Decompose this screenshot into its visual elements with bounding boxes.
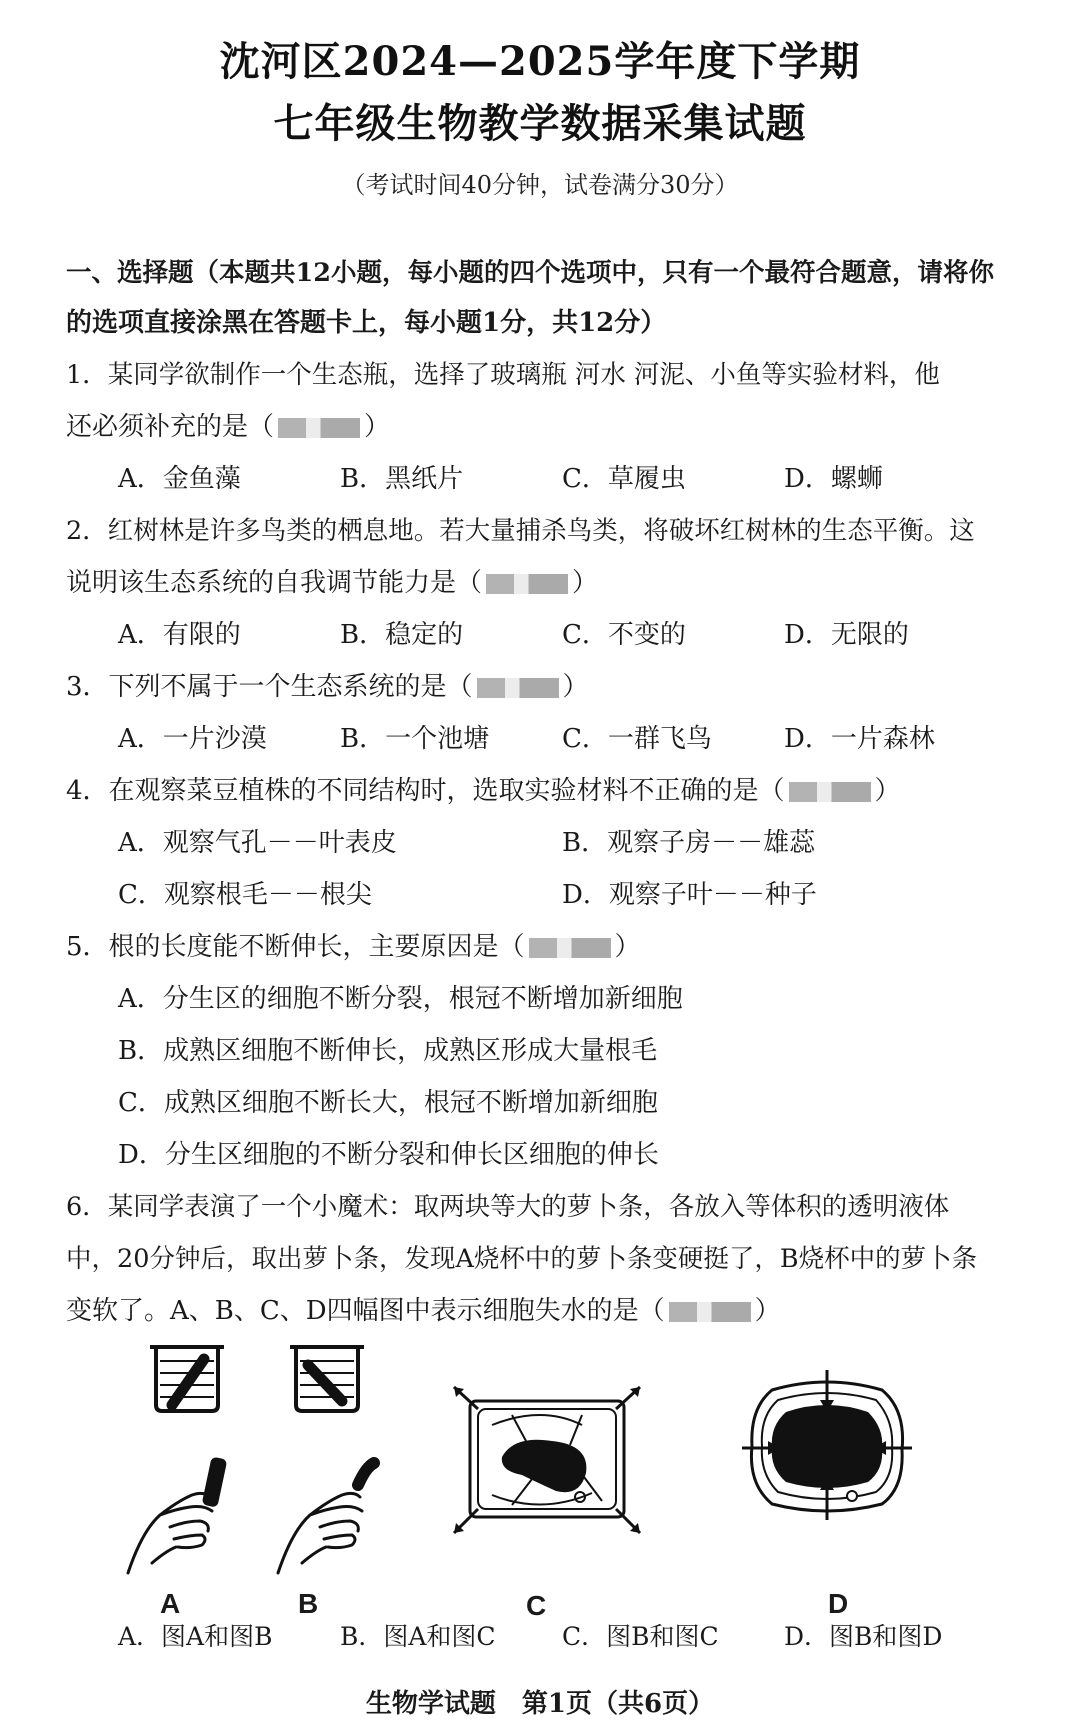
q3-option-d: D．一片森林: [784, 724, 935, 754]
section-heading-line1: 一、选择题（本题共12小题，每小题的四个选项中，只有一个最符合题意，请将你: [66, 258, 994, 288]
q5-option-c: C．成熟区细胞不断长大，根冠不断增加新细胞: [118, 1088, 658, 1118]
q6-option-d: D．图B和图D: [784, 1622, 943, 1651]
q5-option-d: D．分生区细胞的不断分裂和伸长区细胞的伸长: [118, 1140, 659, 1170]
q6-stem-line1: 6．某同学表演了一个小魔术：取两块等大的萝卜条，各放入等体积的透明液体: [66, 1192, 950, 1222]
page-footer: 生物学试题 第1页（共6页）: [365, 1689, 715, 1719]
q1-option-a: A．金鱼藻: [118, 464, 241, 494]
figure-label-c: C: [526, 1590, 547, 1621]
q2-option-b: B．稳定的: [340, 620, 464, 650]
q5-option-a: A．分生区的细胞不断分裂，根冠不断增加新细胞: [118, 984, 683, 1014]
figure-c-cell: [452, 1385, 642, 1535]
hand-a: [128, 1458, 226, 1573]
q2-option-d: D．无限的: [784, 620, 909, 650]
q4-option-d: D．观察子叶－－种子: [562, 880, 817, 910]
q2-close: ）: [572, 568, 599, 598]
q6-option-a: A．图A和图B: [118, 1622, 273, 1651]
q1-stem-line1: 1．某同学欲制作一个生态瓶，选择了玻璃瓶 河水 河泥、小鱼等实验材料，他: [66, 360, 940, 390]
q4-option-b: B．观察子房－－雄蕊: [562, 828, 816, 858]
q5-option-b: B．成熟区细胞不断伸长，成熟区形成大量根毛: [118, 1036, 658, 1066]
answer-blank: [477, 678, 559, 698]
figure-b-beaker-hand: [270, 1335, 400, 1585]
exam-title: 沈河区2024—2025学年度下学期: [219, 38, 861, 85]
q5-stem-text: 5．根的长度能不断伸长，主要原因是（: [66, 932, 525, 962]
answer-blank: [789, 782, 871, 802]
q2-option-a: A．有限的: [118, 620, 241, 650]
figure-label-a: A: [160, 1588, 181, 1619]
figure-label-d: D: [828, 1588, 849, 1619]
q2-option-c: C．不变的: [562, 620, 686, 650]
q3-stem-text: 3．下列不属于一个生态系统的是（: [66, 672, 473, 702]
q6-stem-line2: 中，20分钟后，取出萝卜条，发现A烧杯中的萝卜条变硬挺了，B烧杯中的萝卜条: [66, 1244, 978, 1274]
q3-option-b: B．一个池塘: [340, 724, 490, 754]
q4-stem-text: 4．在观察菜豆植株的不同结构时，选取实验材料不正确的是（: [66, 776, 785, 806]
exam-subtitle: 七年级生物教学数据采集试题: [273, 100, 807, 147]
q6-stem-text: 变软了。A、B、C、D四幅图中表示细胞失水的是（: [66, 1296, 665, 1326]
q3-option-c: C．一群飞鸟: [562, 724, 712, 754]
turgid-protoplast: [772, 1405, 882, 1488]
q2-stem-line2: [66, 566, 598, 600]
answer-blank: [486, 574, 568, 594]
exam-info: （考试时间40分钟，试卷满分30分）: [341, 171, 739, 199]
q3-close: ）: [562, 672, 589, 702]
figure-d-cell: [742, 1370, 912, 1520]
q1-option-b: B．黑纸片: [340, 464, 464, 494]
q1-close: ）: [364, 412, 391, 442]
q1-stem-line2: [66, 410, 390, 444]
radish-strip-a: [172, 1359, 204, 1405]
q5-close: ）: [614, 932, 641, 962]
q6-stem-line3: [66, 1294, 781, 1328]
answer-blank: [529, 938, 611, 958]
q4-close: ）: [874, 776, 901, 806]
hand-b: [278, 1463, 374, 1573]
q3-option-a: A．一片沙漠: [118, 724, 267, 754]
figure-a-beaker-hand: [120, 1335, 250, 1585]
answer-blank: [278, 418, 360, 438]
figure-label-b: B: [298, 1588, 319, 1619]
q3-stem-line1: [66, 670, 589, 704]
q4-option-c: C．观察根毛－－根尖: [118, 880, 372, 910]
q2-stem-text: 说明该生态系统的自我调节能力是（: [66, 568, 483, 598]
q6-close: ）: [754, 1296, 781, 1326]
section-heading-line2: 的选项直接涂黑在答题卡上，每小题1分，共12分）: [66, 308, 667, 338]
answer-blank: [669, 1302, 751, 1322]
q4-option-a: A．观察气孔－－叶表皮: [118, 828, 397, 858]
q5-stem-line1: [66, 930, 641, 964]
radish-strip-b: [308, 1365, 342, 1401]
q1-option-d: D．螺蛳: [784, 464, 883, 494]
q6-option-c: C．图B和图C: [562, 1622, 719, 1651]
q6-option-b: B．图A和图C: [340, 1622, 496, 1651]
q2-stem-line1: 2．红树林是许多鸟类的栖息地。若大量捕杀鸟类，将破坏红树林的生态平衡。这: [66, 516, 975, 546]
q1-option-c: C．草履虫: [562, 464, 686, 494]
shrunken-protoplast: [502, 1440, 587, 1492]
q4-stem-line1: [66, 774, 901, 808]
q1-stem-text: 还必须补充的是（: [66, 412, 275, 442]
